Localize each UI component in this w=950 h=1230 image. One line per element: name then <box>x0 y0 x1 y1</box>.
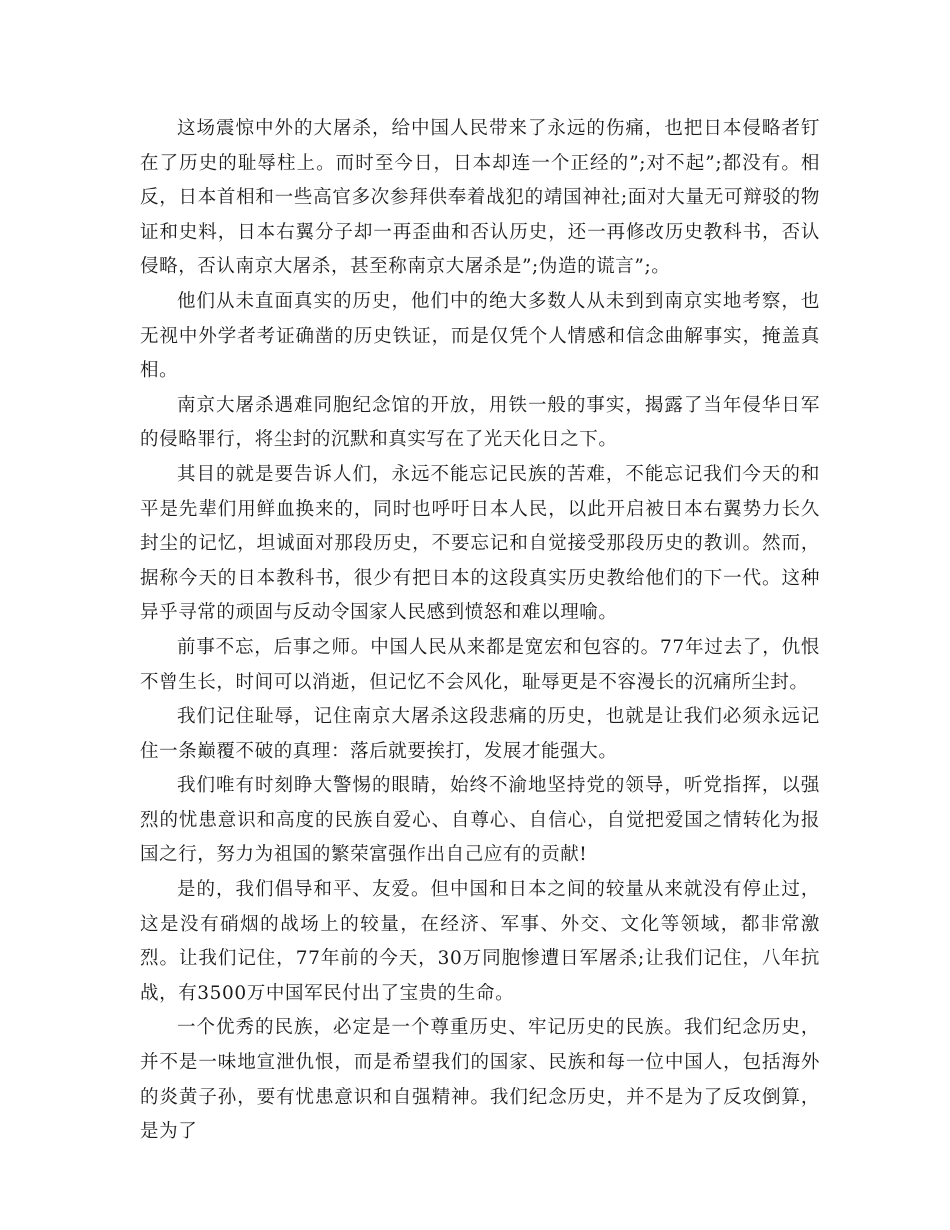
paragraph: 一个优秀的民族，必定是一个尊重历史、牢记历史的民族。我们纪念历史，并不是一味地宣泄仇恨，而是希望我们的国家、民族和每一位中国人，包括海外的炎黄子孙，要有忧患意识和自强精神。我们纪念历史，并不是为了反攻倒算，是为了 <box>140 1017 820 1143</box>
document-body <box>140 112 820 1150</box>
paragraph: 他们从未直面真实的历史，他们中的绝大多数人从未到到南京实地考察，也无视中外学者考证确凿的历史铁证，而是仅凭个人情感和信念曲解事实，掩盖真相。 <box>140 290 820 382</box>
paragraph: 我们唯有时刻睁大警惕的眼睛，始终不渝地坚持党的领导，听党指挥，以强烈的忧患意识和高度的民族自爱心、自尊心、自信心，自觉把爱国之情转化为报国之行，努力为祖国的繁荣富强作出自己应有的贡献! <box>140 775 820 866</box>
paragraph: 我们记住耻辱，记住南京大屠杀这段悲痛的历史，也就是让我们必须永远记住一条巅覆不破的真理：落后就要挨打，发展才能强大。 <box>140 706 820 762</box>
paragraph: 南京大屠杀遇难同胞纪念馆的开放，用铁一般的事实，揭露了当年侵华日军的侵略罪行，将尘封的沉默和真实写在了光天化日之下。 <box>140 394 820 451</box>
paragraph: 前事不忘，后事之师。中国人民从来都是宽宏和包容的。77年过去了，仇恨不曾生长，时间可以消逝，但记忆不会风化，耻辱更是不容漫长的沉痛所尘封。 <box>140 636 820 693</box>
paragraph: 是的，我们倡导和平、友爱。但中国和日本之间的较量从来就没有停止过，这是没有硝烟的战场上的较量，在经济、军事、外交、文化等领域，都非常激烈。让我们记住，77年前的今天，30万同胞惨遭日军屠杀;让我们记住，八年抗战，有3500万中国军民付出了宝贵的生命。 <box>140 879 820 1004</box>
paragraph: 这场震惊中外的大屠杀，给中国人民带来了永远的伤痛，也把日本侵略者钉在了历史的耻辱柱上。而时至今日，日本却连一个正经的”;对不起”;都没有。相反，日本首相和一些高官多次参拜供奉着战犯的靖国神社;面对大量无可辩驳的物证和史料，日本右翼分子却一再歪曲和否认历史，还一再修改历史教科书，否认侵略，否认南京大屠杀，甚至称南京大屠杀是”;伪造的谎言”;。 <box>140 118 820 278</box>
paragraph: 其目的就是要告诉人们，永远不能忘记民族的苦难，不能忘记我们今天的和平是先辈们用鲜血换来的，同时也呼吁日本人民，以此开启被日本右翼势力长久封尘的记忆，坦诚面对那段历史，不要忘记和自觉接受那段历史的教训。然而，据称今天的日本教科书，很少有把日本的这段真实历史教给他们的下一代。这种异乎寻常的顽固与反动令国家人民感到愤怒和难以理喻。 <box>140 463 820 624</box>
